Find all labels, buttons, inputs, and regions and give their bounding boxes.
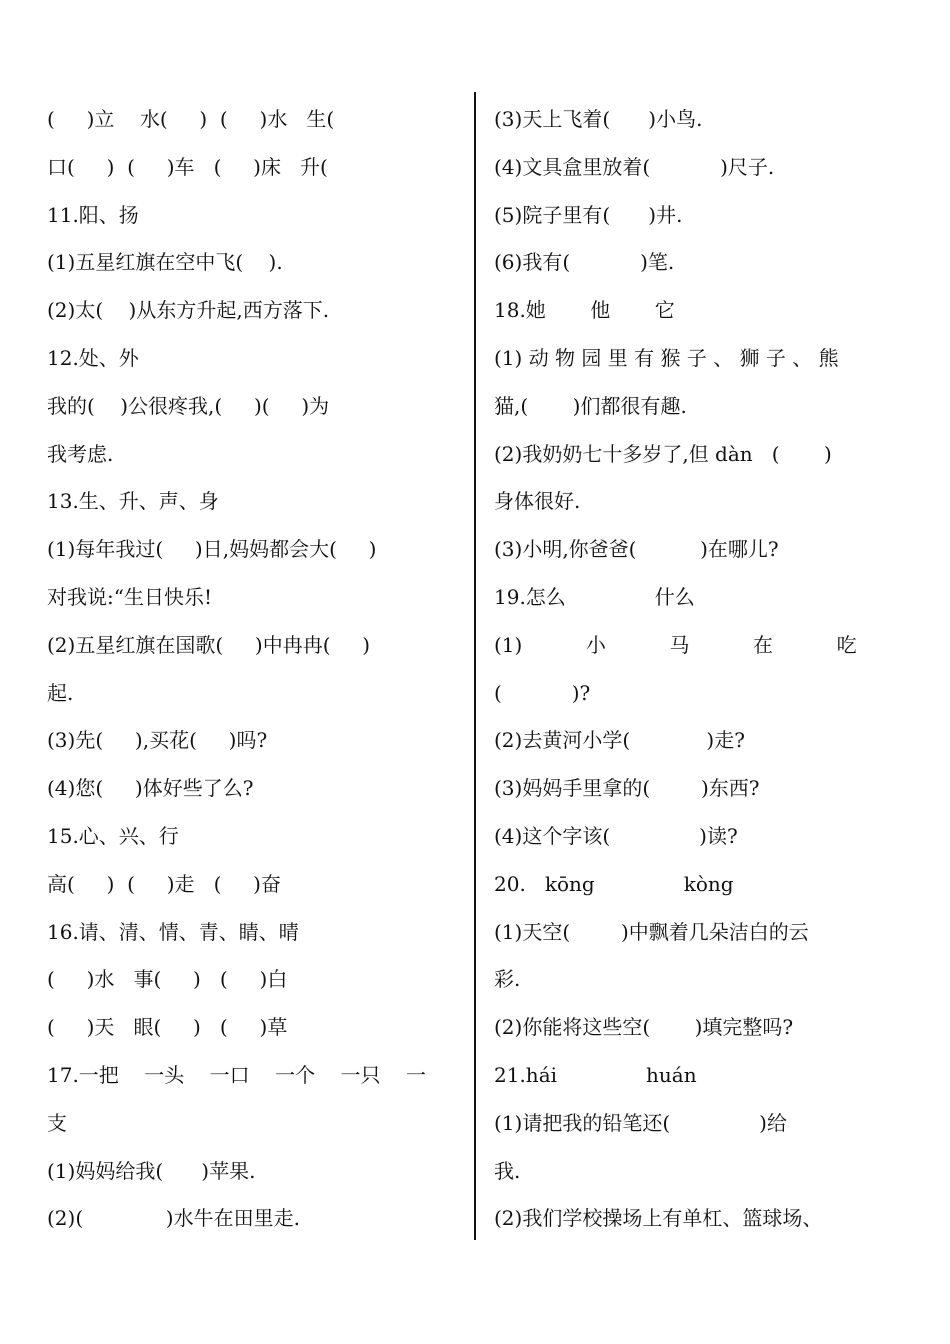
text-line: 猫,( )们都很有趣. (494, 393, 687, 418)
text-line: (4)您( )体好些了么? (47, 776, 254, 801)
text-line: (1)妈妈给我( )苹果. (47, 1158, 256, 1183)
text-line: (4)这个字该( )读? (494, 823, 738, 848)
question-heading: 17.一把 一头 一口 一个 一只 一 (47, 1062, 426, 1087)
text-line: (3)天上飞着( )小鸟. (494, 107, 703, 131)
text-line: (3)小明,你爸爸( )在哪儿? (494, 537, 779, 562)
question-heading: 12.处、外 (47, 345, 139, 370)
text-line: ( )? (494, 680, 591, 705)
text-line: 对我说:“生日快乐! (47, 584, 212, 609)
text-line: 我的( )公很疼我,( )( )为 (47, 393, 330, 418)
text-line: 起. (47, 680, 74, 705)
text-line: (4)文具盒里放着( )尺子. (494, 154, 775, 179)
text-line: 支 (47, 1110, 67, 1135)
text-line: 身体很好. (494, 489, 581, 514)
text-line: (2)我奶奶七十多岁了,但 dàn ( ) (494, 441, 832, 466)
question-heading: 18.她 他 它 (494, 298, 675, 323)
text-line: (2)( )水牛在田里走. (47, 1206, 300, 1231)
text-line: ( )立 水( ) ( )水 生( (47, 107, 335, 131)
question-heading: 19.怎么 什么 (494, 584, 695, 609)
text-line: 口( ) ( )车 ( )床 升( (47, 154, 328, 179)
text-line: (2)太( )从东方升起,西方落下. (47, 298, 330, 323)
right-column (494, 96, 910, 1243)
text-line: ( )水 事( ) ( )白 (47, 967, 288, 992)
question-heading: 16.请、清、情、青、睛、晴 (47, 919, 299, 944)
left-column (47, 96, 467, 1243)
text-line: (2)去黄河小学( )走? (494, 728, 745, 753)
text-line: (1)每年我过( )日,妈妈都会大( ) (47, 537, 377, 562)
text-line: (6)我有( )笔. (494, 250, 675, 275)
question-heading: 15.心、兴、行 (47, 823, 179, 848)
question-heading: 20. kōng kòng (494, 871, 734, 896)
text-line: 我考虑. (47, 441, 114, 466)
text-line: 我. (494, 1158, 521, 1183)
text-line: (5)院子里有( )井. (494, 202, 683, 227)
text-line: (1)五星红旗在空中飞( ). (47, 250, 283, 275)
text-line: (3)先( ),买花( )吗? (47, 728, 268, 753)
text-line: (1) 动 物 园 里 有 猴 子 、 狮 子 、 熊 (494, 345, 839, 370)
text-line: (3)妈妈手里拿的( )东西? (494, 776, 760, 801)
text-line: (2)你能将这些空( )填完整吗? (494, 1015, 794, 1040)
text-line: ( )天 眼( ) ( )草 (47, 1015, 288, 1040)
text-line: (1)请把我的铅笔还( )给 (494, 1110, 787, 1135)
question-heading: 13.生、升、声、身 (47, 489, 219, 514)
text-line: (1)天空( )中飘着几朵洁白的云 (494, 919, 809, 944)
text-line: (2)我们学校操场上有单杠、篮球场、 (494, 1206, 823, 1231)
question-heading: 21.hái huán (494, 1062, 697, 1087)
text-line: 彩. (494, 967, 521, 992)
text-line: (2)五星红旗在国歌( )中冉冉( ) (47, 632, 371, 657)
text-line: (1) 小 马 在 吃 (494, 632, 857, 657)
question-heading: 11.阳、扬 (47, 202, 139, 227)
column-divider (474, 92, 476, 1240)
text-line: 高( ) ( )走 ( )奋 (47, 871, 281, 896)
